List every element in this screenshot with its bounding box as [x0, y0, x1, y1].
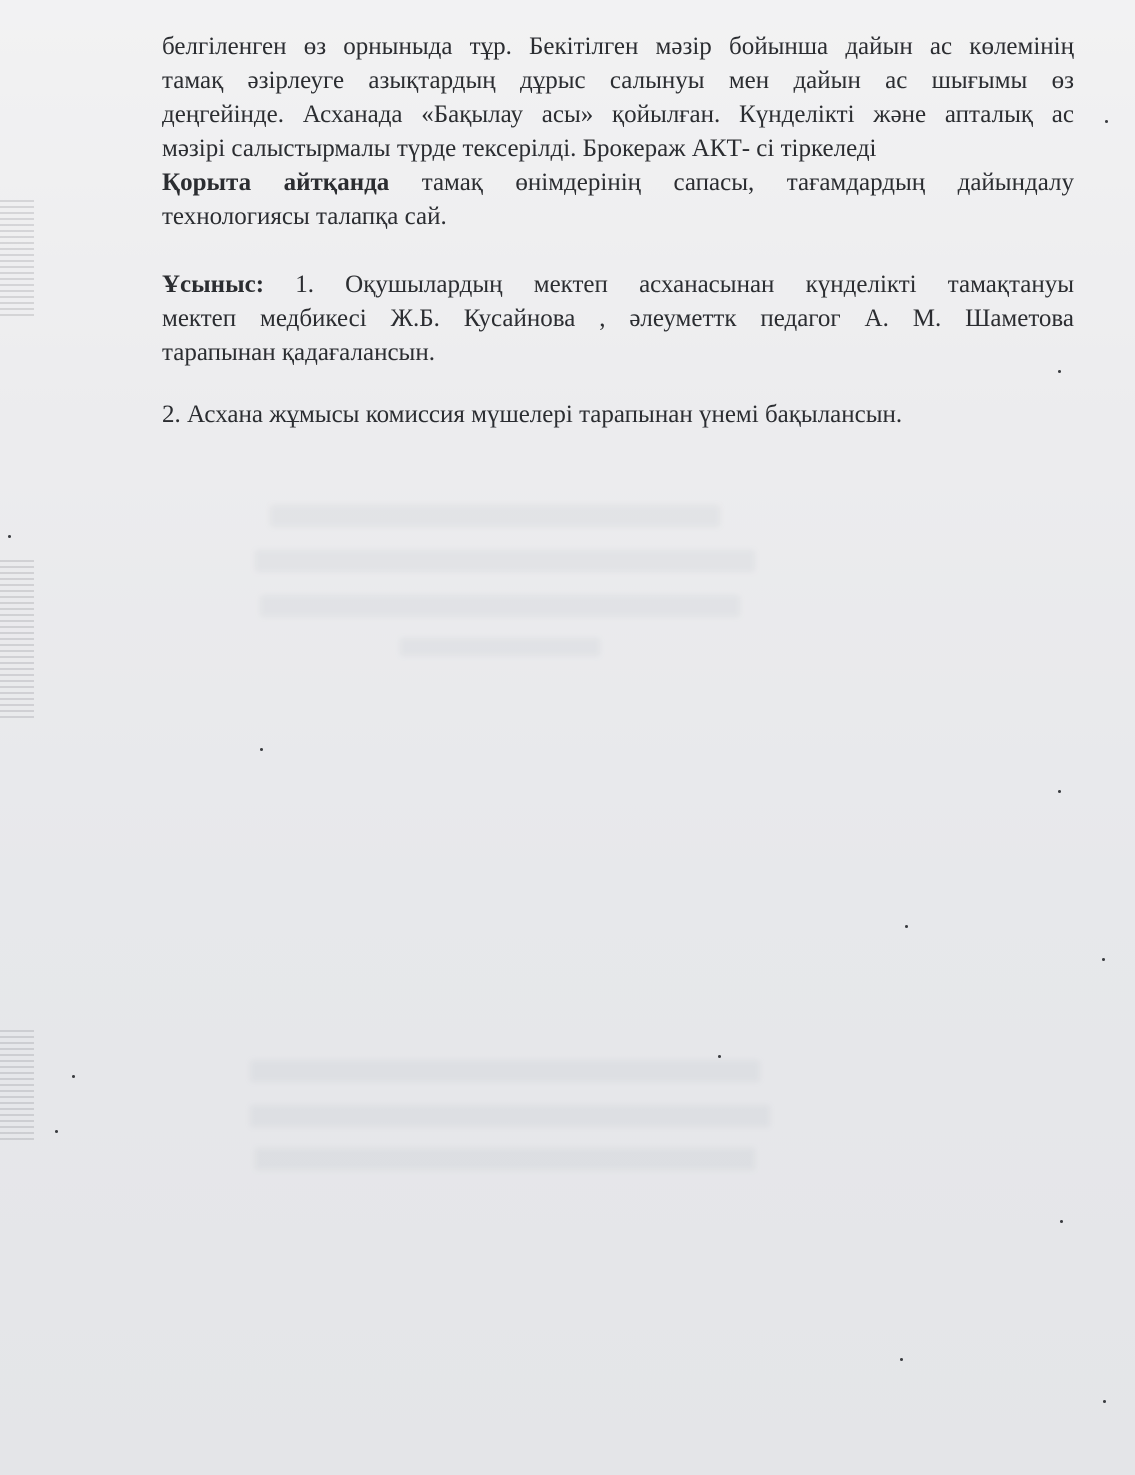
text-line: мәзірі салыстырмалы түрде тексерілді. Брокераж АКТ- сі тіркеледі — [162, 135, 877, 162]
dust-speck — [55, 1130, 58, 1133]
dust-speck — [260, 748, 263, 751]
recommendation-text: 1. Оқушылардың мектеп асханасынан күнделікті тамақтануы — [264, 271, 1074, 298]
text-line: технологиясы талапқа сай. — [162, 203, 447, 230]
paragraph-item-2 — [162, 398, 1074, 432]
text-line: 2. Асхана жұмысы комиссия мүшелері тарапынан үнемі бақылансын. — [162, 401, 903, 428]
recommendation-label: Ұсыныс: — [162, 271, 265, 298]
show-through-text — [250, 1105, 770, 1127]
show-through-text — [400, 638, 600, 656]
show-through-text — [250, 1060, 760, 1082]
paragraph-findings — [162, 30, 1074, 234]
dust-speck — [900, 1358, 903, 1361]
scan-edge-marks — [0, 560, 34, 720]
recommendation-line — [162, 268, 1074, 302]
dust-speck — [1058, 370, 1061, 373]
text-line: тамақ әзірлеуге азықтардың дұрыс салынуы мен дайын ас шығымы өз — [162, 67, 1074, 94]
conclusion-lead: Қорыта айтқанда — [162, 169, 390, 196]
dust-speck — [1060, 1220, 1063, 1223]
paragraph-recommendation — [162, 268, 1074, 370]
dust-speck — [718, 1055, 721, 1058]
dust-speck — [1105, 120, 1108, 123]
text-line: деңгейінде. Асханада «Бақылау асы» қойылған. Күнделікті және апталық ас — [162, 101, 1074, 128]
text-line: мектеп медбикесі Ж.Б. Кусайнова , әлеуметтк педагог А. М. Шаметова — [162, 305, 1074, 332]
scan-edge-marks — [0, 1030, 34, 1140]
show-through-text — [260, 595, 740, 617]
show-through-text — [270, 505, 720, 527]
dust-speck — [1058, 790, 1061, 793]
text-line: тарапынан қадағалансын. — [162, 339, 435, 366]
show-through-text — [255, 1148, 755, 1170]
text-line: белгіленген өз орныныда тұр. Бекітілген мәзір бойынша дайын ас көлемінің — [162, 33, 1074, 60]
scan-edge-marks — [0, 200, 34, 320]
dust-speck — [905, 925, 908, 928]
dust-speck — [72, 1075, 75, 1078]
dust-speck — [1103, 1400, 1106, 1403]
conclusion-text: тамақ өнімдерінің сапасы, тағамдардың дайындалу — [389, 169, 1074, 196]
show-through-text — [255, 550, 755, 572]
conclusion-line — [162, 166, 1074, 200]
dust-speck — [1102, 958, 1105, 961]
dust-speck — [8, 535, 11, 538]
